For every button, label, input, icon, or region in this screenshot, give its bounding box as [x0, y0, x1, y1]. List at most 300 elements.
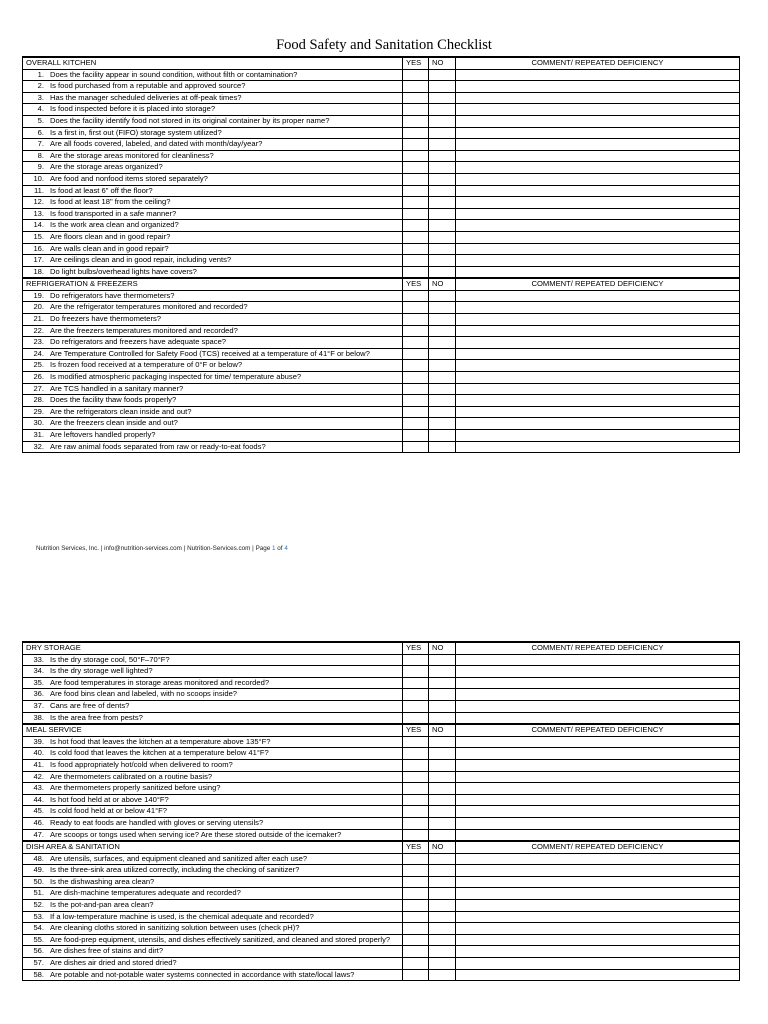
question-text: Do light bulbs/overhead lights have covers?: [50, 266, 197, 276]
question-number: 15.: [33, 231, 44, 241]
no-checkbox-cell[interactable]: [429, 712, 456, 724]
section-header-dry-storage: [23, 642, 740, 654]
no-checkbox-cell[interactable]: [429, 360, 456, 372]
yes-checkbox-cell[interactable]: [403, 173, 429, 185]
checklist-row: [23, 255, 740, 267]
checklist-row: [23, 418, 740, 430]
checklist-row: [23, 406, 740, 418]
no-checkbox-cell[interactable]: [429, 806, 456, 818]
question-text-wrapper: [26, 854, 307, 863]
yes-checkbox-cell[interactable]: [403, 748, 429, 760]
question-text: Is hot food that leaves the kitchen at a temperature above 135°F?: [50, 736, 271, 746]
question-number: 42.: [33, 771, 44, 781]
question-text-wrapper: [26, 900, 153, 909]
question-text-wrapper: [26, 70, 297, 79]
no-checkbox-cell[interactable]: [429, 888, 456, 900]
no-checkbox-cell[interactable]: [429, 395, 456, 407]
question-text-wrapper: [26, 326, 238, 335]
yes-checkbox-cell[interactable]: [403, 900, 429, 912]
question-number: 16.: [33, 243, 44, 253]
question-text: Is food at least 6" off the floor?: [50, 185, 153, 195]
question-text-wrapper: [26, 689, 237, 698]
question-text-wrapper: [26, 783, 221, 792]
question-cell: [23, 231, 403, 243]
question-number: 25.: [33, 360, 44, 370]
comment-input-cell[interactable]: [456, 700, 740, 712]
yes-checkbox-cell[interactable]: [403, 127, 429, 139]
question-number: 26.: [33, 372, 44, 382]
question-text-wrapper: [26, 128, 222, 137]
question-text: Is the work area clean and organized?: [50, 220, 179, 230]
no-checkbox-cell[interactable]: [429, 736, 456, 748]
comment-input-cell[interactable]: [456, 911, 740, 923]
no-checkbox-cell[interactable]: [429, 266, 456, 278]
question-text: Are all foods covered, labeled, and dated with month/day/year?: [50, 139, 263, 149]
question-cell: [23, 654, 403, 666]
yes-checkbox-cell[interactable]: [403, 888, 429, 900]
question-text: Are utensils, surfaces, and equipment cleaned and sanitized after each use?: [50, 853, 308, 863]
no-checkbox-cell[interactable]: [429, 383, 456, 395]
yes-checkbox-cell[interactable]: [403, 325, 429, 337]
question-text: Are floors clean and in good repair?: [50, 231, 171, 241]
no-checkbox-cell[interactable]: [429, 946, 456, 958]
comment-input-cell[interactable]: [456, 104, 740, 116]
no-checkbox-cell[interactable]: [429, 243, 456, 255]
yes-checkbox-cell[interactable]: [403, 829, 429, 841]
comment-input-cell[interactable]: [456, 337, 740, 349]
comment-input-cell[interactable]: [456, 865, 740, 877]
section-header-overall-kitchen: [23, 57, 740, 69]
comment-input-cell[interactable]: [456, 406, 740, 418]
no-checkbox-cell[interactable]: [429, 255, 456, 267]
question-text-wrapper: [26, 666, 153, 675]
no-checkbox-cell[interactable]: [429, 406, 456, 418]
no-checkbox-cell[interactable]: [429, 748, 456, 760]
comment-input-cell[interactable]: [456, 220, 740, 232]
question-cell: [23, 208, 403, 220]
question-number: 53.: [33, 911, 44, 921]
checklist-row: [23, 817, 740, 829]
question-number: 35.: [33, 677, 44, 687]
yes-checkbox-cell[interactable]: [403, 677, 429, 689]
yes-checkbox-cell[interactable]: [403, 759, 429, 771]
comment-input-cell[interactable]: [456, 139, 740, 151]
comment-input-cell[interactable]: [456, 208, 740, 220]
no-checkbox-cell[interactable]: [429, 290, 456, 302]
no-checkbox-cell[interactable]: [429, 162, 456, 174]
comment-input-cell[interactable]: [456, 853, 740, 865]
yes-checkbox-cell[interactable]: [403, 348, 429, 360]
yes-checkbox-cell[interactable]: [403, 395, 429, 407]
no-checkbox-cell[interactable]: [429, 876, 456, 888]
comment-input-cell[interactable]: [456, 876, 740, 888]
yes-checkbox-cell[interactable]: [403, 700, 429, 712]
question-cell: [23, 689, 403, 701]
comment-input-cell[interactable]: [456, 314, 740, 326]
comment-input-cell[interactable]: [456, 231, 740, 243]
checklist-row: [23, 69, 740, 81]
yes-checkbox-cell[interactable]: [403, 958, 429, 970]
question-text: Is the dry storage cool, 50°F–70°F?: [50, 654, 170, 664]
comment-input-cell[interactable]: [456, 712, 740, 724]
no-checkbox-cell[interactable]: [429, 372, 456, 384]
no-checkbox-cell[interactable]: [429, 208, 456, 220]
no-checkbox-cell[interactable]: [429, 441, 456, 453]
comment-input-cell[interactable]: [456, 185, 740, 197]
section-header-dish-area-sanitation: [23, 841, 740, 853]
no-checkbox-cell[interactable]: [429, 771, 456, 783]
no-checkbox-cell[interactable]: [429, 829, 456, 841]
question-cell: [23, 372, 403, 384]
yes-checkbox-cell[interactable]: [403, 150, 429, 162]
comment-input-cell[interactable]: [456, 92, 740, 104]
question-text: Are potable and not-potable water systems connected in accordance with state/local laws?: [50, 969, 355, 979]
checklist-row: [23, 150, 740, 162]
checklist-row: [23, 712, 740, 724]
yes-checkbox-cell[interactable]: [403, 69, 429, 81]
no-checkbox-cell[interactable]: [429, 337, 456, 349]
comment-input-cell[interactable]: [456, 817, 740, 829]
comment-input-cell[interactable]: [456, 946, 740, 958]
question-cell: [23, 806, 403, 818]
no-checkbox-cell[interactable]: [429, 325, 456, 337]
yes-checkbox-cell[interactable]: [403, 969, 429, 981]
yes-checkbox-cell[interactable]: [403, 771, 429, 783]
yes-checkbox-cell[interactable]: [403, 266, 429, 278]
yes-checkbox-cell[interactable]: [403, 290, 429, 302]
question-cell: [23, 911, 403, 923]
no-checkbox-cell[interactable]: [429, 348, 456, 360]
comment-input-cell[interactable]: [456, 127, 740, 139]
yes-checkbox-cell[interactable]: [403, 92, 429, 104]
comment-input-cell[interactable]: [456, 736, 740, 748]
question-cell: [23, 946, 403, 958]
yes-checkbox-cell[interactable]: [403, 104, 429, 116]
question-text-wrapper: [26, 116, 329, 125]
yes-checkbox-cell[interactable]: [403, 923, 429, 935]
comment-input-cell[interactable]: [456, 900, 740, 912]
question-text-wrapper: [26, 830, 341, 839]
yes-checkbox-cell[interactable]: [403, 115, 429, 127]
checklist-row: [23, 173, 740, 185]
no-checkbox-cell[interactable]: [429, 700, 456, 712]
question-text-wrapper: [26, 209, 176, 218]
comment-input-cell[interactable]: [456, 748, 740, 760]
checklist-row: [23, 666, 740, 678]
comment-input-cell[interactable]: [456, 759, 740, 771]
checklist-row: [23, 337, 740, 349]
comment-input-cell[interactable]: [456, 958, 740, 970]
comment-input-cell[interactable]: [456, 677, 740, 689]
no-checkbox-cell[interactable]: [429, 173, 456, 185]
question-text: Are food bins clean and labeled, with no scoops inside?: [50, 689, 238, 699]
no-checkbox-cell[interactable]: [429, 817, 456, 829]
yes-checkbox-cell[interactable]: [403, 806, 429, 818]
question-text-wrapper: [26, 737, 270, 746]
yes-checkbox-cell[interactable]: [403, 302, 429, 314]
no-checkbox-cell[interactable]: [429, 783, 456, 795]
question-cell: [23, 139, 403, 151]
yes-checkbox-cell[interactable]: [403, 337, 429, 349]
footer-email[interactable]: info@nutrition-services.com: [104, 545, 182, 552]
yes-checkbox-cell[interactable]: [403, 865, 429, 877]
no-column-header: NO: [429, 642, 456, 654]
yes-checkbox-cell[interactable]: [403, 853, 429, 865]
no-checkbox-cell[interactable]: [429, 314, 456, 326]
footer-company: Nutrition Services, Inc.: [36, 545, 99, 552]
question-text: Are raw animal foods separated from raw or ready-to-eat foods?: [50, 441, 266, 451]
yes-checkbox-cell[interactable]: [403, 712, 429, 724]
no-checkbox-cell[interactable]: [429, 654, 456, 666]
footer-site[interactable]: Nutrition-Services.com: [187, 545, 251, 552]
question-number: 13.: [33, 208, 44, 218]
question-number: 6.: [37, 127, 44, 137]
no-checkbox-cell[interactable]: [429, 794, 456, 806]
question-text: Are the refrigerator temperatures monitored and recorded?: [50, 302, 248, 312]
question-cell: [23, 92, 403, 104]
comment-input-cell[interactable]: [456, 666, 740, 678]
question-cell: [23, 395, 403, 407]
comment-input-cell[interactable]: [456, 348, 740, 360]
checklist-row: [23, 104, 740, 116]
question-number: 52.: [33, 900, 44, 910]
comment-input-cell[interactable]: [456, 69, 740, 81]
question-text: Are thermometers calibrated on a routine basis?: [50, 771, 213, 781]
yes-checkbox-cell[interactable]: [403, 162, 429, 174]
comment-input-cell[interactable]: [456, 197, 740, 209]
yes-checkbox-cell[interactable]: [403, 81, 429, 93]
question-text-wrapper: [26, 655, 170, 664]
yes-checkbox-cell[interactable]: [403, 255, 429, 267]
comment-input-cell[interactable]: [456, 383, 740, 395]
comment-input-cell[interactable]: [456, 794, 740, 806]
comment-input-cell[interactable]: [456, 255, 740, 267]
no-checkbox-cell[interactable]: [429, 150, 456, 162]
question-text-wrapper: [26, 291, 175, 300]
yes-checkbox-cell[interactable]: [403, 876, 429, 888]
comment-input-cell[interactable]: [456, 771, 740, 783]
checklist-row: [23, 92, 740, 104]
question-number: 33.: [33, 654, 44, 664]
no-checkbox-cell[interactable]: [429, 139, 456, 151]
question-text-wrapper: [26, 678, 269, 687]
question-text: Are cleaning cloths stored in sanitizing solution between uses (check pH)?: [50, 923, 300, 933]
comment-input-cell[interactable]: [456, 969, 740, 981]
yes-checkbox-cell[interactable]: [403, 654, 429, 666]
checklist-row: [23, 314, 740, 326]
comment-input-cell[interactable]: [456, 418, 740, 430]
comment-input-cell[interactable]: [456, 302, 740, 314]
yes-checkbox-cell[interactable]: [403, 689, 429, 701]
yes-checkbox-cell[interactable]: [403, 185, 429, 197]
checklist-row: [23, 806, 740, 818]
no-checkbox-cell[interactable]: [429, 865, 456, 877]
no-checkbox-cell[interactable]: [429, 853, 456, 865]
comment-input-cell[interactable]: [456, 654, 740, 666]
no-checkbox-cell[interactable]: [429, 958, 456, 970]
yes-checkbox-cell[interactable]: [403, 418, 429, 430]
comment-input-cell[interactable]: [456, 430, 740, 442]
comment-input-cell[interactable]: [456, 888, 740, 900]
question-text: Are thermometers properly sanitized before using?: [50, 783, 221, 793]
question-text-wrapper: [26, 888, 241, 897]
yes-checkbox-cell[interactable]: [403, 783, 429, 795]
question-cell: [23, 923, 403, 935]
no-checkbox-cell[interactable]: [429, 127, 456, 139]
yes-checkbox-cell[interactable]: [403, 441, 429, 453]
comment-input-cell[interactable]: [456, 360, 740, 372]
question-text: Are scoops or tongs used when serving ice? Are these stored outside of the icemaker?: [50, 829, 342, 839]
yes-checkbox-cell[interactable]: [403, 360, 429, 372]
no-checkbox-cell[interactable]: [429, 69, 456, 81]
yes-checkbox-cell[interactable]: [403, 736, 429, 748]
checklist-row: [23, 127, 740, 139]
question-number: 11.: [34, 185, 44, 195]
checklist-row: [23, 946, 740, 958]
checklist-row: [23, 243, 740, 255]
yes-checkbox-cell[interactable]: [403, 197, 429, 209]
comment-input-cell[interactable]: [456, 162, 740, 174]
no-checkbox-cell[interactable]: [429, 418, 456, 430]
question-number: 34.: [33, 666, 44, 676]
no-checkbox-cell[interactable]: [429, 689, 456, 701]
no-checkbox-cell[interactable]: [429, 759, 456, 771]
question-text: Is food purchased from a reputable and approved source?: [50, 81, 246, 91]
no-checkbox-cell[interactable]: [429, 666, 456, 678]
question-cell: [23, 430, 403, 442]
yes-checkbox-cell[interactable]: [403, 314, 429, 326]
checklist-table-page-1: [22, 56, 740, 453]
question-cell: [23, 759, 403, 771]
comment-input-cell[interactable]: [456, 266, 740, 278]
yes-checkbox-cell[interactable]: [403, 406, 429, 418]
comment-input-cell[interactable]: [456, 829, 740, 841]
question-text-wrapper: [26, 923, 299, 932]
question-cell: [23, 736, 403, 748]
checklist-row: [23, 139, 740, 151]
question-cell: [23, 748, 403, 760]
comment-input-cell[interactable]: [456, 806, 740, 818]
checklist-row: [23, 853, 740, 865]
question-text: Are ceilings clean and in good repair, including vents?: [50, 255, 232, 265]
question-text: Do refrigerators and freezers have adequate space?: [50, 337, 227, 347]
comment-input-cell[interactable]: [456, 150, 740, 162]
no-checkbox-cell[interactable]: [429, 115, 456, 127]
yes-checkbox-cell[interactable]: [403, 794, 429, 806]
checklist-row: [23, 430, 740, 442]
question-text: Are food-prep equipment, utensils, and dishes effectively sanitized, and cleaned and stored properly?: [50, 934, 391, 944]
question-text: Are the freezers temperatures monitored and recorded?: [50, 325, 238, 335]
checklist-row: [23, 220, 740, 232]
yes-checkbox-cell[interactable]: [403, 383, 429, 395]
no-column-header: NO: [429, 724, 456, 736]
no-checkbox-cell[interactable]: [429, 104, 456, 116]
yes-checkbox-cell[interactable]: [403, 372, 429, 384]
question-text-wrapper: [26, 255, 231, 264]
question-text-wrapper: [26, 372, 301, 381]
no-checkbox-cell[interactable]: [429, 969, 456, 981]
no-checkbox-cell[interactable]: [429, 302, 456, 314]
footer-separator: |: [100, 545, 103, 552]
checklist-row: [23, 383, 740, 395]
question-cell: [23, 441, 403, 453]
comment-column-header: COMMENT/ REPEATED DEFICIENCY: [456, 724, 740, 736]
no-checkbox-cell[interactable]: [429, 900, 456, 912]
comment-input-cell[interactable]: [456, 395, 740, 407]
yes-checkbox-cell[interactable]: [403, 934, 429, 946]
checklist-row: [23, 969, 740, 981]
yes-checkbox-cell[interactable]: [403, 243, 429, 255]
comment-input-cell[interactable]: [456, 441, 740, 453]
no-checkbox-cell[interactable]: [429, 231, 456, 243]
comment-input-cell[interactable]: [456, 372, 740, 384]
yes-checkbox-cell[interactable]: [403, 946, 429, 958]
question-cell: [23, 383, 403, 395]
comment-input-cell[interactable]: [456, 173, 740, 185]
yes-checkbox-cell[interactable]: [403, 139, 429, 151]
yes-checkbox-cell[interactable]: [403, 911, 429, 923]
question-text-wrapper: [26, 818, 263, 827]
comment-input-cell[interactable]: [456, 243, 740, 255]
no-checkbox-cell[interactable]: [429, 185, 456, 197]
checklist-row: [23, 783, 740, 795]
checklist-row: [23, 876, 740, 888]
comment-input-cell[interactable]: [456, 325, 740, 337]
comment-input-cell[interactable]: [456, 783, 740, 795]
comment-input-cell[interactable]: [456, 934, 740, 946]
yes-checkbox-cell[interactable]: [403, 220, 429, 232]
no-checkbox-cell[interactable]: [429, 677, 456, 689]
yes-checkbox-cell[interactable]: [403, 208, 429, 220]
checklist-row: [23, 348, 740, 360]
question-cell: [23, 127, 403, 139]
no-checkbox-cell[interactable]: [429, 220, 456, 232]
yes-checkbox-cell[interactable]: [403, 666, 429, 678]
no-checkbox-cell[interactable]: [429, 197, 456, 209]
question-text-wrapper: [26, 701, 129, 710]
comment-input-cell[interactable]: [456, 81, 740, 93]
no-checkbox-cell[interactable]: [429, 934, 456, 946]
comment-input-cell[interactable]: [456, 115, 740, 127]
yes-checkbox-cell[interactable]: [403, 430, 429, 442]
comment-input-cell[interactable]: [456, 923, 740, 935]
question-text: Is a first in, first out (FIFO) storage system utilized?: [50, 127, 222, 137]
footer-page-number: 1: [272, 545, 276, 552]
question-text: Are the refrigerators clean inside and out?: [50, 406, 192, 416]
yes-checkbox-cell[interactable]: [403, 231, 429, 243]
question-text-wrapper: [26, 139, 262, 148]
question-number: 4.: [37, 104, 44, 114]
comment-input-cell[interactable]: [456, 689, 740, 701]
no-checkbox-cell[interactable]: [429, 923, 456, 935]
question-number: 19.: [33, 290, 44, 300]
question-number: 22.: [33, 325, 44, 335]
checklist-row: [23, 934, 740, 946]
section-title: REFRIGERATION & FREEZERS: [23, 278, 403, 290]
no-checkbox-cell[interactable]: [429, 92, 456, 104]
question-cell: [23, 81, 403, 93]
no-checkbox-cell[interactable]: [429, 430, 456, 442]
yes-checkbox-cell[interactable]: [403, 817, 429, 829]
footer-page-total: 4: [284, 545, 288, 552]
question-text-wrapper: [26, 93, 242, 102]
question-text: Are TCS handled in a sanitary manner?: [50, 383, 184, 393]
question-text: Are walls clean and in good repair?: [50, 243, 169, 253]
no-checkbox-cell[interactable]: [429, 911, 456, 923]
comment-input-cell[interactable]: [456, 290, 740, 302]
question-number: 21.: [33, 314, 44, 324]
no-checkbox-cell[interactable]: [429, 81, 456, 93]
